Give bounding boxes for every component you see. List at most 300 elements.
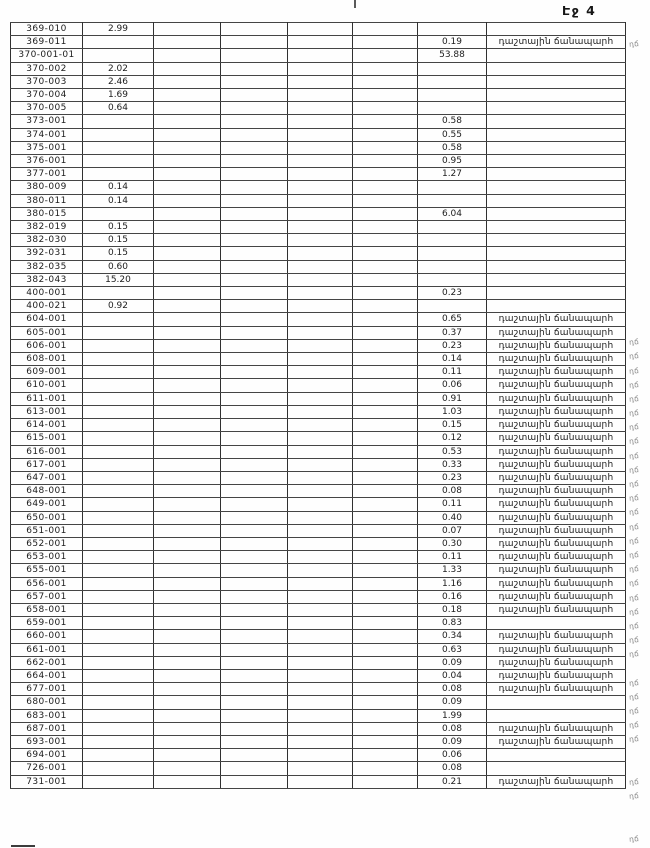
note-cell: դաշտային ճանապարհ	[487, 722, 626, 735]
code-cell: 370-002	[11, 62, 83, 75]
table-row	[11, 630, 626, 643]
empty-cell	[221, 326, 288, 339]
empty-cell	[221, 485, 288, 498]
area-a-cell	[83, 392, 154, 405]
area-b-cell: 0.04	[418, 669, 487, 682]
empty-cell	[154, 339, 221, 352]
note-cell	[487, 62, 626, 75]
area-b-cell: 1.27	[418, 168, 487, 181]
margin-mark: դճ	[628, 39, 640, 49]
table-row	[11, 379, 626, 392]
table-row	[11, 762, 626, 775]
empty-cell	[288, 141, 353, 154]
note-cell: դաշտային ճանապարհ	[487, 445, 626, 458]
empty-cell	[154, 458, 221, 471]
area-b-cell: 0.11	[418, 551, 487, 564]
empty-cell	[154, 564, 221, 577]
empty-cell	[221, 102, 288, 115]
area-table-body	[11, 23, 626, 789]
note-cell: դաշտային ճանապարհ	[487, 458, 626, 471]
empty-cell	[288, 155, 353, 168]
empty-cell	[288, 722, 353, 735]
empty-cell	[288, 75, 353, 88]
margin-mark: դճ	[628, 564, 640, 574]
empty-cell	[154, 313, 221, 326]
empty-cell	[221, 458, 288, 471]
code-cell: 611-001	[11, 392, 83, 405]
area-b-cell	[418, 23, 487, 36]
area-a-cell	[83, 590, 154, 603]
empty-cell	[353, 49, 418, 62]
empty-cell	[221, 683, 288, 696]
area-a-cell	[83, 313, 154, 326]
area-a-cell	[83, 141, 154, 154]
empty-cell	[353, 181, 418, 194]
table-row	[11, 735, 626, 748]
margin-mark-empty	[629, 206, 650, 222]
area-b-cell: 0.06	[418, 749, 487, 762]
note-cell	[487, 115, 626, 128]
empty-cell	[154, 722, 221, 735]
empty-cell	[221, 247, 288, 260]
empty-cell	[221, 735, 288, 748]
margin-mark: դճ	[628, 677, 640, 688]
margin-mark-empty	[629, 759, 650, 775]
area-a-cell	[83, 498, 154, 511]
note-cell: դաշտային ճանապարհ	[487, 353, 626, 366]
empty-cell	[288, 379, 353, 392]
code-cell: 373-001	[11, 115, 83, 128]
area-b-cell	[418, 102, 487, 115]
area-a-cell: 0.14	[83, 194, 154, 207]
code-cell: 400-001	[11, 287, 83, 300]
empty-cell	[154, 128, 221, 141]
code-cell: 616-001	[11, 445, 83, 458]
table-row	[11, 115, 626, 128]
area-a-cell	[83, 115, 154, 128]
empty-cell	[221, 234, 288, 247]
empty-cell	[154, 696, 221, 709]
table-row	[11, 260, 626, 273]
area-a-cell	[83, 564, 154, 577]
code-cell: 369-011	[11, 36, 83, 49]
empty-cell	[288, 392, 353, 405]
empty-cell	[353, 590, 418, 603]
empty-cell	[154, 260, 221, 273]
empty-cell	[288, 511, 353, 524]
area-a-cell	[83, 669, 154, 682]
code-cell: 400-021	[11, 300, 83, 313]
code-cell: 661-001	[11, 643, 83, 656]
margin-mark: դճ	[628, 620, 640, 631]
empty-cell	[221, 445, 288, 458]
empty-cell	[288, 405, 353, 418]
area-a-cell: 0.92	[83, 300, 154, 313]
empty-cell	[353, 564, 418, 577]
empty-cell	[353, 339, 418, 352]
margin-mark: դճ	[628, 408, 640, 418]
empty-cell	[288, 577, 353, 590]
note-cell	[487, 287, 626, 300]
table-row	[11, 445, 626, 458]
empty-cell	[288, 313, 353, 326]
empty-cell	[221, 273, 288, 286]
area-b-cell: 0.58	[418, 115, 487, 128]
empty-cell	[288, 485, 353, 498]
area-b-cell	[418, 273, 487, 286]
table-row	[11, 141, 626, 154]
empty-cell	[221, 471, 288, 484]
area-b-cell: 6.04	[418, 207, 487, 220]
note-cell	[487, 23, 626, 36]
empty-cell	[353, 577, 418, 590]
empty-cell	[154, 102, 221, 115]
empty-cell	[154, 511, 221, 524]
empty-cell	[353, 62, 418, 75]
area-b-cell: 0.23	[418, 287, 487, 300]
area-b-cell: 0.33	[418, 458, 487, 471]
code-cell: 683-001	[11, 709, 83, 722]
area-b-cell: 0.58	[418, 141, 487, 154]
note-cell	[487, 273, 626, 286]
area-a-cell: 1.69	[83, 89, 154, 102]
empty-cell	[353, 696, 418, 709]
area-b-cell: 53.88	[418, 49, 487, 62]
code-cell: 658-001	[11, 603, 83, 616]
area-a-cell: 0.15	[83, 221, 154, 234]
area-b-cell	[418, 247, 487, 260]
area-a-cell	[83, 326, 154, 339]
area-b-cell: 0.95	[418, 155, 487, 168]
empty-cell	[353, 683, 418, 696]
note-cell: դաշտային ճանապարհ	[487, 537, 626, 550]
area-b-cell: 0.09	[418, 735, 487, 748]
empty-cell	[154, 49, 221, 62]
area-b-cell	[418, 234, 487, 247]
empty-cell	[221, 432, 288, 445]
table-row	[11, 709, 626, 722]
empty-cell	[221, 577, 288, 590]
table-row	[11, 656, 626, 669]
area-b-cell: 0.34	[418, 630, 487, 643]
empty-cell	[353, 498, 418, 511]
note-cell: դաշտային ճանապարհ	[487, 392, 626, 405]
empty-cell	[353, 23, 418, 36]
area-a-cell	[83, 366, 154, 379]
code-cell: 380-015	[11, 207, 83, 220]
margin-mark: դճ	[628, 706, 640, 716]
margin-mark-empty	[629, 135, 650, 151]
table-row	[11, 326, 626, 339]
empty-cell	[221, 419, 288, 432]
empty-cell	[154, 326, 221, 339]
empty-cell	[154, 366, 221, 379]
empty-cell	[353, 419, 418, 432]
area-a-cell	[83, 432, 154, 445]
note-cell: դաշտային ճանապարհ	[487, 432, 626, 445]
empty-cell	[221, 551, 288, 564]
empty-cell	[288, 207, 353, 220]
empty-cell	[221, 115, 288, 128]
empty-cell	[154, 643, 221, 656]
area-b-cell: 0.37	[418, 326, 487, 339]
note-cell: դաշտային ճանապարհ	[487, 603, 626, 616]
code-cell: 660-001	[11, 630, 83, 643]
empty-cell	[154, 709, 221, 722]
empty-cell	[221, 590, 288, 603]
empty-cell	[288, 287, 353, 300]
empty-cell	[154, 405, 221, 418]
area-b-cell: 0.53	[418, 445, 487, 458]
empty-cell	[221, 722, 288, 735]
area-a-cell: 2.99	[83, 23, 154, 36]
note-cell	[487, 102, 626, 115]
empty-cell	[221, 366, 288, 379]
empty-cell	[288, 762, 353, 775]
margin-mark: դճ	[628, 720, 640, 730]
empty-cell	[154, 379, 221, 392]
code-cell: 382-030	[11, 234, 83, 247]
empty-cell	[288, 366, 353, 379]
area-a-cell	[83, 537, 154, 550]
empty-cell	[353, 89, 418, 102]
code-cell: 392-031	[11, 247, 83, 260]
area-a-cell	[83, 445, 154, 458]
area-b-cell: 0.09	[418, 656, 487, 669]
area-b-cell: 0.08	[418, 485, 487, 498]
empty-cell	[353, 445, 418, 458]
area-a-cell	[83, 749, 154, 762]
empty-cell	[353, 300, 418, 313]
empty-cell	[353, 207, 418, 220]
margin-mark-empty	[629, 149, 650, 165]
empty-cell	[221, 49, 288, 62]
area-a-cell	[83, 511, 154, 524]
note-cell: դաշտային ճանապարհ	[487, 590, 626, 603]
empty-cell	[353, 75, 418, 88]
table-row	[11, 590, 626, 603]
empty-cell	[353, 485, 418, 498]
note-cell	[487, 181, 626, 194]
margin-mark-empty	[629, 745, 650, 761]
empty-cell	[221, 36, 288, 49]
empty-cell	[154, 762, 221, 775]
margin-mark-empty	[629, 277, 650, 293]
empty-cell	[288, 194, 353, 207]
empty-cell	[154, 168, 221, 181]
empty-cell	[221, 313, 288, 326]
empty-cell	[353, 617, 418, 630]
empty-cell	[154, 537, 221, 550]
code-cell: 609-001	[11, 366, 83, 379]
code-cell: 693-001	[11, 735, 83, 748]
empty-cell	[288, 49, 353, 62]
empty-cell	[221, 498, 288, 511]
table-row	[11, 577, 626, 590]
empty-cell	[221, 617, 288, 630]
code-cell: 615-001	[11, 432, 83, 445]
margin-mark-empty	[629, 816, 650, 832]
code-cell: 376-001	[11, 155, 83, 168]
note-cell	[487, 89, 626, 102]
area-b-cell: 1.99	[418, 709, 487, 722]
note-cell: դաշտային ճանապարհ	[487, 326, 626, 339]
empty-cell	[154, 419, 221, 432]
area-b-cell: 0.63	[418, 643, 487, 656]
note-cell	[487, 168, 626, 181]
table-row	[11, 696, 626, 709]
empty-cell	[353, 260, 418, 273]
empty-cell	[154, 141, 221, 154]
area-a-cell	[83, 775, 154, 788]
area-a-cell	[83, 485, 154, 498]
code-cell: 647-001	[11, 471, 83, 484]
area-b-cell: 0.30	[418, 537, 487, 550]
table-row	[11, 168, 626, 181]
empty-cell	[353, 102, 418, 115]
margin-mark: դճ	[628, 422, 640, 432]
code-cell: 608-001	[11, 353, 83, 366]
empty-cell	[221, 537, 288, 550]
empty-cell	[288, 300, 353, 313]
note-cell: դաշտային ճանապարհ	[487, 683, 626, 696]
code-cell: 613-001	[11, 405, 83, 418]
empty-cell	[221, 23, 288, 36]
empty-cell	[154, 749, 221, 762]
empty-cell	[221, 89, 288, 102]
margin-mark-empty	[629, 802, 650, 818]
margin-mark: դճ	[628, 351, 640, 361]
empty-cell	[221, 643, 288, 656]
note-cell: դաշտային ճանապարհ	[487, 511, 626, 524]
empty-cell	[288, 458, 353, 471]
empty-cell	[353, 551, 418, 564]
empty-cell	[353, 353, 418, 366]
margin-mark: դճ	[628, 606, 640, 617]
margin-mark: դճ	[628, 635, 640, 645]
table-row	[11, 247, 626, 260]
empty-cell	[154, 207, 221, 220]
empty-cell	[288, 353, 353, 366]
code-cell: 374-001	[11, 128, 83, 141]
area-a-cell	[83, 287, 154, 300]
empty-cell	[353, 36, 418, 49]
area-a-cell	[83, 128, 154, 141]
empty-cell	[154, 392, 221, 405]
empty-cell	[288, 749, 353, 762]
empty-cell	[353, 273, 418, 286]
empty-cell	[353, 379, 418, 392]
code-cell: 677-001	[11, 683, 83, 696]
area-b-cell	[418, 62, 487, 75]
table-row	[11, 617, 626, 630]
code-cell: 653-001	[11, 551, 83, 564]
empty-cell	[353, 643, 418, 656]
code-cell: 651-001	[11, 524, 83, 537]
table-row	[11, 313, 626, 326]
empty-cell	[154, 300, 221, 313]
page-number-label: Էջ 4	[562, 3, 597, 18]
area-b-cell: 0.14	[418, 353, 487, 366]
table-row	[11, 643, 626, 656]
table-row	[11, 339, 626, 352]
margin-mark: դճ	[628, 507, 640, 518]
code-cell: 694-001	[11, 749, 83, 762]
empty-cell	[288, 537, 353, 550]
margin-mark-empty	[629, 78, 650, 94]
empty-cell	[288, 339, 353, 352]
empty-cell	[221, 630, 288, 643]
table-row	[11, 23, 626, 36]
margin-mark: դճ	[628, 649, 640, 659]
empty-cell	[353, 749, 418, 762]
area-b-cell: 0.23	[418, 339, 487, 352]
table-row	[11, 207, 626, 220]
area-a-cell	[83, 458, 154, 471]
area-a-cell	[83, 643, 154, 656]
code-cell: 657-001	[11, 590, 83, 603]
area-b-cell	[418, 89, 487, 102]
note-cell: դաշտային ճանապարհ	[487, 36, 626, 49]
area-b-cell	[418, 260, 487, 273]
empty-cell	[353, 762, 418, 775]
margin-mark: դճ	[628, 479, 640, 489]
empty-cell	[353, 405, 418, 418]
margin-mark-empty	[629, 234, 650, 250]
empty-cell	[353, 155, 418, 168]
empty-cell	[288, 669, 353, 682]
empty-cell	[353, 524, 418, 537]
table-row	[11, 722, 626, 735]
empty-cell	[154, 603, 221, 616]
margin-mark: դճ	[628, 393, 640, 404]
table-row	[11, 537, 626, 550]
area-a-cell: 15.20	[83, 273, 154, 286]
empty-cell	[154, 155, 221, 168]
code-cell: 380-011	[11, 194, 83, 207]
margin-mark: դճ	[628, 379, 640, 390]
table-row	[11, 366, 626, 379]
code-cell: 382-035	[11, 260, 83, 273]
note-cell	[487, 155, 626, 168]
area-a-cell	[83, 524, 154, 537]
area-b-cell: 0.91	[418, 392, 487, 405]
empty-cell	[221, 656, 288, 669]
code-cell: 370-001-01	[11, 49, 83, 62]
empty-cell	[288, 696, 353, 709]
area-a-cell	[83, 353, 154, 366]
empty-cell	[353, 722, 418, 735]
empty-cell	[154, 36, 221, 49]
empty-cell	[288, 709, 353, 722]
code-cell: 649-001	[11, 498, 83, 511]
note-cell: դաշտային ճանապարհ	[487, 735, 626, 748]
area-b-cell: 0.15	[418, 419, 487, 432]
area-b-cell: 1.03	[418, 405, 487, 418]
note-cell	[487, 300, 626, 313]
empty-cell	[221, 168, 288, 181]
empty-cell	[154, 89, 221, 102]
empty-cell	[221, 181, 288, 194]
code-cell: 664-001	[11, 669, 83, 682]
empty-cell	[353, 511, 418, 524]
area-b-cell: 0.21	[418, 775, 487, 788]
code-cell: 369-010	[11, 23, 83, 36]
empty-cell	[353, 709, 418, 722]
table-row	[11, 287, 626, 300]
area-a-cell	[83, 577, 154, 590]
area-b-cell	[418, 181, 487, 194]
